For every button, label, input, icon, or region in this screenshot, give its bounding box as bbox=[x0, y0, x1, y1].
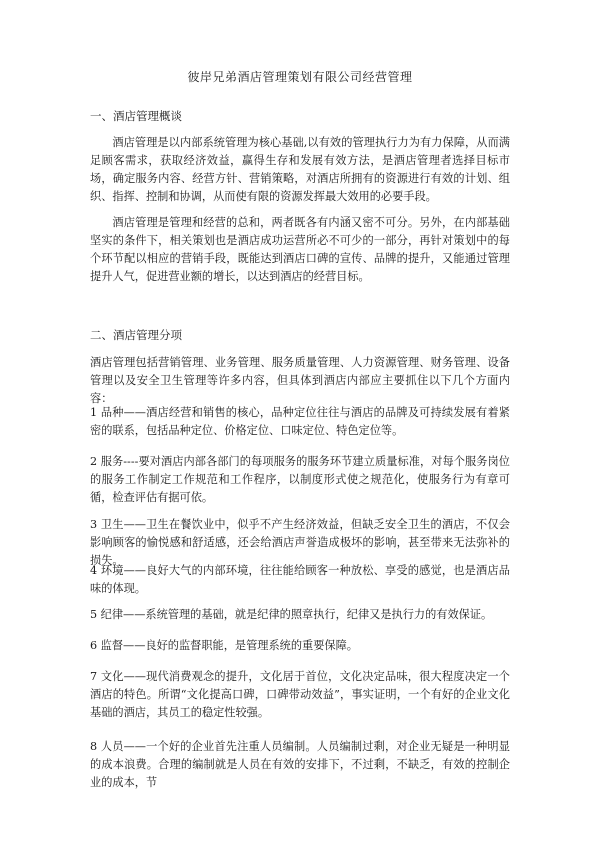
list-item-discipline: 5 纪律——系统管理的基础，就是纪律的照章执行，纪律又是执行力的有效保证。 bbox=[90, 608, 493, 621]
list-item-service: 2 服务----要对酒店内部各部门的每项服务的服务环节建立质量标准，对每个服务岗位的服务工作制定工作规范和工作程序，以制度形式使之规范化，使服务行为有章可循，检查评估有据可依。 bbox=[90, 455, 510, 504]
list-item-supervision: 6 监督——良好的监督职能，是管理系统的重要保障。 bbox=[90, 639, 358, 652]
list-item-hygiene: 3 卫生——卫生在餐饮业中，似乎不产生经济效益，但缺乏安全卫生的酒店，不仅会影响顾客的愉悦感和舒适感，还会给酒店声誉造成极坏的影响，甚至带来无法弥补的损失。 bbox=[90, 518, 510, 567]
paragraph-overview-1: 酒店管理是以内部系统管理为核心基础,以有效的管理执行力为有力保障，从而满足顾客需求，获取经济效益，赢得生存和发展有效方法，是酒店管理者选择目标市场，确定服务内容、经营方针、营销策略，对酒店所拥有的资源进行有效的计划、组织、指挥、控制和协调，从而使有限的资源发挥最大效用的必要手段。 bbox=[90, 136, 510, 203]
section-heading-items: 二、酒店管理分项 bbox=[90, 328, 182, 342]
paragraph-overview-2: 酒店管理是管理和经营的总和，两者既各有内涵又密不可分。另外，在内部基础坚实的条件下，相关策划也是酒店成功运营所必不可少的一部分，再针对策划中的每个环节配以相应的营销手段，既能达到酒店口碑的宣传、品牌的提升，又能通过管理提升人气，促进营业额的增长，以达到酒店的经营目标。 bbox=[90, 216, 510, 283]
list-item-variety: 1 品种——酒店经营和销售的核心，品种定位往往与酒店的品牌及可持续发展有着紧密的联系，包括品种定位、价格定位、口味定位、特色定位等。 bbox=[90, 406, 510, 437]
paragraph-items-intro: 酒店管理包括营销管理、业务管理、服务质量管理、人力资源管理、财务管理、设备管理以及安全卫生管理等许多内容，但具体到酒店内部应主要抓住以下几个方面内容： bbox=[90, 356, 510, 405]
document-title: 彼岸兄弟酒店管理策划有限公司经营管理 bbox=[187, 70, 413, 84]
list-item-environment: 4 环境——良好大气的内部环境，往往能给顾客一种放松、享受的感觉，也是酒店品味的体现。 bbox=[90, 564, 510, 595]
section-heading-overview: 一、酒店管理概谈 bbox=[90, 109, 182, 123]
list-item-culture: 7 文化——现代消费观念的提升，文化居于首位，文化决定品味，很大程度决定一个酒店的特色。所谓“文化提高口碑，口碑带动效益”，事实证明，一个有好的企业文化基础的酒店，其员工的稳定性较强。 bbox=[90, 670, 510, 719]
list-item-staffing: 8 人员——一个好的企业首先注重人员编制。人员编制过剩，对企业无疑是一种明显的成本浪费。合理的编制就是人员在有效的安排下，不过剩，不缺乏，有效的控制企业的成本，节 bbox=[90, 740, 510, 789]
